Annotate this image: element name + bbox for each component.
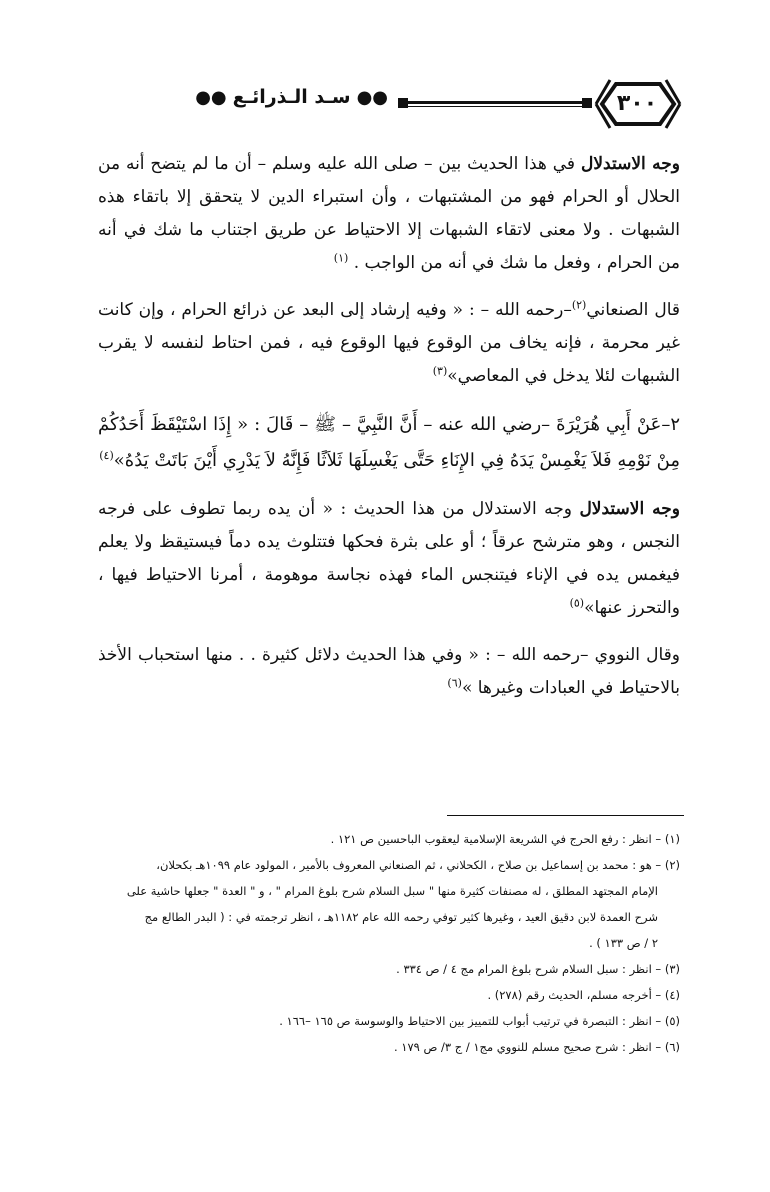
paragraph-1-text: في هذا الحديث بين – صلى الله عليه وسلم – أن ما لم يتضح أنه من الحلال أو الحرام فهو من المشتبهات ، وأن استبراء الدين لا يتحقق إلا باتقاء هذه الشبهات . ولا معنى لاتقاء الشبهات إلا الاحتياط عن طريق اجتناب ما شك في أنه من الحرام ، وفعل ما شك في أنه من الواجب .	[98, 154, 680, 273]
paragraph-4	[98, 493, 680, 625]
footnote-2-cont: الإمام المجتهد المطلق ، له مصنفات كثيرة منها " سبل السلام شرح بلوغ المرام " ، و " العدة " جعلها حاشية على	[126, 884, 658, 898]
paragraph-2	[98, 294, 680, 393]
footnote-2: (٢) – هو : محمد بن إسماعيل بن صلاح ، الكحلاني ، ثم الصنعاني المعروف بالأمير ، المولود عام ١٠٩٩هـ بكحلان،	[156, 858, 680, 872]
hadith-paragraph	[98, 407, 680, 479]
footnote-3: (٣) – انظر : سبل السلام شرح بلوغ المرام مج ٤ / ص ٣٣٤ .	[396, 962, 680, 976]
footnote-ref-3[interactable]: (٣)	[432, 364, 448, 378]
paragraph-4-text: وجه الاستدلال من هذا الحديث : « أن يده ربما تطوف على فرجه النجس ، وهو مترشح عرقاً ؛ أو على بثرة فحكها فتتلوث يده دماً فيستيقظ ولا يعلم فيغمس يده في الإناء فيتنجس الماء فهذه نجاسة موهومة ، أمرنا الاحتياط فيها ، والتحرز عنها»	[98, 499, 680, 618]
footnote-ref-6[interactable]: (٦)	[447, 676, 462, 690]
paragraph-5	[98, 639, 680, 705]
footnote-ref-4[interactable]: (٤)	[99, 449, 114, 462]
footnote-separator	[447, 815, 684, 816]
footnote-ref-5[interactable]: (٥)	[569, 596, 585, 610]
footnote-4: (٤) – أخرجه مسلم، الحديث رقم (٢٧٨) .	[487, 988, 680, 1002]
footnote-6: (٦) – انظر : شرح صحيح مسلم للنووي مج١ / ج ٣/ ص ١٧٩ .	[393, 1040, 680, 1054]
header-dots-left: ●●	[195, 87, 227, 108]
footnote-1: (١) – انظر : رفع الحرج في الشريعة الإسلامية ليعقوب الباحسين ص ١٢١ .	[330, 832, 680, 846]
footnote-5: (٥) – انظر : التبصرة في ترتيب أبواب للتمييز بين الاحتياط والوسوسة ص ١٦٥ –١٦٦ .	[279, 1014, 680, 1028]
paragraph-1	[98, 148, 680, 280]
page-number-ornament	[592, 76, 684, 132]
header-dots-right: ●●	[356, 87, 388, 108]
main-text	[98, 148, 680, 719]
header-rule	[402, 101, 588, 107]
paragraph-2-author: قال الصنعاني	[586, 300, 680, 320]
footnote-ref-2[interactable]: (٢)	[571, 298, 587, 312]
hadith-text: ٢–عَنْ أَبِي هُرَيْرَةَ –رضي الله عنه – أَنَّ النَّبِيَّ – ﷺ – قَالَ : « إِذَا اسْتَيْقَظَ أَحَدُكُمْ مِنْ نَوْمِهِ فَلاَ يَغْمِسْ يَدَهُ فِي الإِنَاءِ حَتَّى يَغْسِلَهَا ثَلاَثًا فَإِنَّهُ لاَ يَدْرِي أَيْنَ بَاتَتْ يَدُهُ»	[98, 414, 680, 471]
page-header	[86, 76, 684, 132]
paragraph-1-lead: وجه الاستدلال	[580, 154, 681, 174]
footnote-ref-1[interactable]: (١)	[333, 251, 349, 265]
footnotes	[80, 826, 680, 1060]
footnote-2-cont: شرح العمدة لابن دقيق العيد ، وغيرها كثير توفي رحمه الله عام ١١٨٢هـ ، انظر ترجمته في : ( البدر الطالع مج	[144, 910, 658, 924]
paragraph-5-text: وقال النووي –رحمه الله – : « وفي هذا الحديث دلائل كثيرة . . منها استحباب الأخذ بالاحتياط في العبادات وغيرها »	[98, 645, 680, 698]
paragraph-4-lead: وجه الاستدلال	[579, 499, 681, 519]
footnote-2-cont: ٢ / ص ١٣٣ ) .	[589, 936, 658, 950]
book-title: سـد الـذرائـع	[232, 86, 351, 108]
running-title	[189, 86, 394, 108]
page-number: ٣٠٠	[616, 91, 658, 116]
paragraph-2-text: –رحمه الله – : « وفيه إرشاد إلى البعد عن ذرائع الحرام ، وإن كانت غير محرمة ، فإنه يخاف من الوقوع فيها الوقوع فيه ، فمن احتاط لنفسه لا يقرب الشبهات لئلا يدخل في المعاصي»	[98, 300, 680, 386]
